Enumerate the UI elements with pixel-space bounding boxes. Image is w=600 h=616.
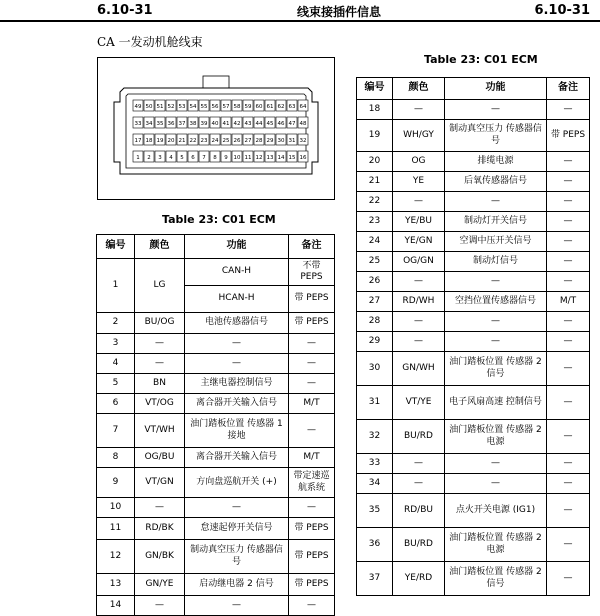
pin-number: 29 [357,332,393,352]
pin-note: — [547,152,590,172]
connector-pin-label: 29 [266,138,274,144]
pin-function: 排缆电源 [445,152,547,172]
pin-note: — [547,212,590,232]
connector-pin-label: 41 [222,121,230,127]
connector-pin-label: 49 [134,104,142,110]
pin-function: 方向盘巡航开关 (+) [185,468,289,498]
col-header-function: 功能 [185,235,289,259]
wire-color: — [393,332,445,352]
table-row [357,352,590,386]
connector-pin-label: 59 [244,104,252,110]
pin-note: — [289,354,335,374]
connector-pin-label: 27 [244,138,252,144]
connector-pin-label: 20 [167,138,175,144]
table-row [97,498,335,518]
pin-note: — [547,562,590,596]
wire-color: — [393,100,445,120]
connector-pin-label: 34 [145,121,153,127]
table-row [97,354,335,374]
pin-note: 带 PEPS [289,518,335,540]
wire-color: GN/YE [135,574,185,596]
pin-note: — [547,332,590,352]
table-row [357,312,590,332]
pin-function: — [445,100,547,120]
connector-pin-label: 23 [200,138,208,144]
pin-note: — [547,252,590,272]
pin-function: HCAN-H [185,286,289,313]
pin-number: 37 [357,562,393,596]
wire-color: — [135,354,185,374]
table-caption-right: Table 23: C01 ECM [424,53,538,66]
table-row [357,152,590,172]
table-row [357,100,590,120]
pin-number: 1 [97,259,135,313]
pin-function: — [445,192,547,212]
table-row [357,386,590,420]
col-header-note: 备注 [547,78,590,100]
table-header-row [357,78,590,100]
connector-diagram [97,57,335,200]
pin-number: 7 [97,414,135,448]
connector-pin-label: 18 [145,138,153,144]
col-header-note: 备注 [289,235,335,259]
pin-function: 油门踏板位置 传感器 2 信号 [445,352,547,386]
connector-pin-label: 8 [213,155,217,161]
pin-function: 后氧传感器信号 [445,172,547,192]
wire-color: VT/GN [135,468,185,498]
pin-number: 31 [357,386,393,420]
table-row [97,374,335,394]
wire-color: — [393,454,445,474]
wire-color: YE/BU [393,212,445,232]
connector-pin-label: 16 [299,155,307,161]
connector-pin-label: 47 [288,121,296,127]
connector-pin-label: 60 [255,104,263,110]
pin-note: — [289,334,335,354]
pin-note: — [289,596,335,616]
table-row [357,494,590,528]
connector-pin-label: 5 [180,155,184,161]
connector-pin-label: 63 [288,104,296,110]
pin-table-left [96,234,335,616]
pin-function: 电子风扇高速 控制信号 [445,386,547,420]
connector-pin-label: 31 [288,138,296,144]
wire-color: YE [393,172,445,192]
col-header-color: 颜色 [135,235,185,259]
wire-color: BU/RD [393,528,445,562]
page-header [0,0,600,22]
col-header-no: 编号 [357,78,393,100]
pin-number: 20 [357,152,393,172]
pin-function: — [185,596,289,616]
wire-color: RD/BU [393,494,445,528]
pin-number: 11 [97,518,135,540]
pin-number: 14 [97,596,135,616]
table-row [357,272,590,292]
connector-pin-label: 43 [244,121,252,127]
pin-function: 油门踏板位置 传感器 2 电源 [445,528,547,562]
pin-note: 不带 PEPS [289,259,335,286]
pin-function: CAN-H [185,259,289,286]
pin-number: 35 [357,494,393,528]
wire-color: RD/BK [135,518,185,540]
pin-note: 带定速巡 航系统 [289,468,335,498]
col-header-no: 编号 [97,235,135,259]
connector-pin-label: 36 [167,121,175,127]
wire-color: YE/GN [393,232,445,252]
table-row [357,192,590,212]
pin-function: 制动灯信号 [445,252,547,272]
pin-function: — [445,454,547,474]
pin-note: — [547,172,590,192]
pin-number: 12 [97,540,135,574]
pin-function: 油门踏板位置 传感器 2 信号 [445,562,547,596]
pin-function: — [445,332,547,352]
pin-number: 22 [357,192,393,212]
pin-function: 油门踏板位置 传感器 2 电源 [445,420,547,454]
pin-table-right [356,77,590,596]
table-row [97,414,335,448]
section-title: CA 一发动机舱线束 [97,35,203,49]
table-row [97,518,335,540]
wire-color: WH/GY [393,120,445,152]
connector-pin-label: 21 [178,138,186,144]
connector-pin-label: 45 [266,121,274,127]
connector-pin-label: 56 [211,104,219,110]
wire-color: GN/BK [135,540,185,574]
pin-number: 10 [97,498,135,518]
table-row [357,332,590,352]
wire-color: — [135,498,185,518]
pin-note: 带 PEPS [289,574,335,596]
table-row [97,448,335,468]
connector-pin-label: 57 [222,104,230,110]
connector-pin-label: 50 [145,104,153,110]
wire-color: — [393,272,445,292]
pin-number: 8 [97,448,135,468]
wire-color: RD/WH [393,292,445,312]
pin-note: — [289,374,335,394]
pin-function: 空挡位置传感器信号 [445,292,547,312]
pin-note: — [547,454,590,474]
table-row [97,259,335,286]
wire-color: BN [135,374,185,394]
pin-function: 制动真空压力 传感器信号 [445,120,547,152]
wire-color: OG [393,152,445,172]
table-header-row [97,235,335,259]
wire-color: VT/OG [135,394,185,414]
connector-pin-label: 48 [299,121,307,127]
table-row [357,232,590,252]
wire-color: GN/WH [393,352,445,386]
pin-function: — [185,498,289,518]
table-row [97,334,335,354]
connector-pin-label: 10 [233,155,241,161]
pin-note: — [547,272,590,292]
wire-color: OG/GN [393,252,445,272]
connector-pin-label: 12 [255,155,263,161]
pin-note: M/T [547,292,590,312]
header-title: 线束接插件信息 [297,5,382,19]
pin-note: — [547,474,590,494]
table-row [97,540,335,574]
connector-pin-label: 40 [211,121,219,127]
pin-number: 34 [357,474,393,494]
wire-color: BU/RD [393,420,445,454]
pin-function: 离合器开关输入信号 [185,448,289,468]
connector-pin-label: 30 [277,138,285,144]
pin-function: — [185,354,289,374]
pin-number: 21 [357,172,393,192]
wire-color: LG [135,259,185,313]
connector-pin-label: 37 [178,121,186,127]
pin-note: M/T [289,394,335,414]
pin-note: 带 PEPS [547,120,590,152]
wire-color: — [393,474,445,494]
pin-number: 36 [357,528,393,562]
connector-pin-label: 25 [222,138,230,144]
connector-pin-label: 19 [156,138,164,144]
connector-pin-label: 52 [167,104,175,110]
pin-number: 25 [357,252,393,272]
connector-pin-label: 35 [156,121,164,127]
table-caption-left: Table 23: C01 ECM [162,213,276,226]
wire-color: — [393,312,445,332]
connector-pin-label: 28 [255,138,263,144]
connector-pin-label: 7 [202,155,206,161]
connector-drawing [98,58,334,199]
pin-number: 3 [97,334,135,354]
table-row [357,420,590,454]
pin-note: — [547,494,590,528]
connector-pin-label: 42 [233,121,241,127]
pin-note: — [547,312,590,332]
pin-note: 带 PEPS [289,286,335,313]
table-row [357,474,590,494]
pin-number: 18 [357,100,393,120]
pin-function: 主继电器控制信号 [185,374,289,394]
pin-number: 33 [357,454,393,474]
pin-number: 2 [97,313,135,334]
connector-pin-label: 9 [224,155,228,161]
page-number-right: 6.10-31 [534,3,590,18]
table-row [357,292,590,312]
connector-pin-label: 32 [299,138,307,144]
pin-function: 启动继电器 2 信号 [185,574,289,596]
pin-note: 带 PEPS [289,313,335,334]
pin-number: 27 [357,292,393,312]
wire-color: — [393,192,445,212]
wire-color: OG/BU [135,448,185,468]
pin-number: 6 [97,394,135,414]
connector-pin-label: 58 [233,104,241,110]
pin-number: 23 [357,212,393,232]
wire-color: — [135,596,185,616]
wire-color: VT/YE [393,386,445,420]
table-row [97,394,335,414]
connector-pin-label: 1 [136,155,140,161]
connector-pin-label: 26 [233,138,241,144]
pin-number: 4 [97,354,135,374]
table-row [357,454,590,474]
pin-function: 离合器开关输入信号 [185,394,289,414]
pin-function: 空调中压开关信号 [445,232,547,252]
table-row [357,252,590,272]
pin-function: 制动灯开关信号 [445,212,547,232]
pin-function: 点火开关电源 (IG1) [445,494,547,528]
pin-note: — [547,528,590,562]
connector-pin-label: 55 [200,104,208,110]
wire-color: YE/RD [393,562,445,596]
connector-pin-label: 64 [299,104,307,110]
connector-pin-label: 38 [189,121,197,127]
pin-function: — [445,312,547,332]
connector-pin-label: 15 [288,155,296,161]
pin-note: — [289,414,335,448]
connector-pin-label: 51 [156,104,164,110]
col-header-color: 颜色 [393,78,445,100]
pin-number: 24 [357,232,393,252]
pin-number: 19 [357,120,393,152]
connector-pin-label: 62 [277,104,285,110]
pin-number: 26 [357,272,393,292]
table-row [97,596,335,616]
pin-number: 9 [97,468,135,498]
pin-number: 13 [97,574,135,596]
pin-note: — [547,352,590,386]
pin-note: 带 PEPS [289,540,335,574]
connector-pin-label: 61 [266,104,274,110]
pin-function: — [445,272,547,292]
pin-function: 制动真空压力 传感器信号 [185,540,289,574]
col-header-function: 功能 [445,78,547,100]
pin-note: M/T [289,448,335,468]
pin-note: — [547,192,590,212]
connector-pin-label: 14 [277,155,285,161]
connector-pin-label: 54 [189,104,197,110]
connector-pin-label: 33 [134,121,142,127]
connector-pin-label: 46 [277,121,285,127]
connector-pin-label: 24 [211,138,219,144]
wire-color: BU/OG [135,313,185,334]
pin-number: 30 [357,352,393,386]
table-row [97,468,335,498]
connector-pin-label: 44 [255,121,263,127]
table-row [357,120,590,152]
connector-pin-label: 3 [158,155,162,161]
connector-pin-label: 17 [134,138,142,144]
pin-note: — [547,100,590,120]
connector-pin-label: 22 [189,138,197,144]
connector-pin-label: 13 [266,155,274,161]
pin-function: 电池传感器信号 [185,313,289,334]
table-row [97,313,335,334]
connector-pin-label: 2 [147,155,151,161]
table-row [357,212,590,232]
connector-pin-label: 6 [191,155,195,161]
connector-pin-label: 4 [169,155,173,161]
pin-note: — [289,498,335,518]
wire-color: VT/WH [135,414,185,448]
pin-function: 怠速起停开关信号 [185,518,289,540]
connector-pin-label: 11 [244,155,252,161]
pin-function: — [185,334,289,354]
table-row [357,172,590,192]
pin-number: 28 [357,312,393,332]
page-number-left: 6.10-31 [97,3,153,18]
pin-note: — [547,420,590,454]
pin-note: — [547,386,590,420]
table-row [357,562,590,596]
wire-color: — [135,334,185,354]
pin-number: 5 [97,374,135,394]
pin-number: 32 [357,420,393,454]
table-row [97,574,335,596]
table-row [357,528,590,562]
connector-pin-label: 53 [178,104,186,110]
pin-note: — [547,232,590,252]
connector-pin-label: 39 [200,121,208,127]
pin-function: 油门踏板位置 传感器 1 接地 [185,414,289,448]
pin-function: — [445,474,547,494]
